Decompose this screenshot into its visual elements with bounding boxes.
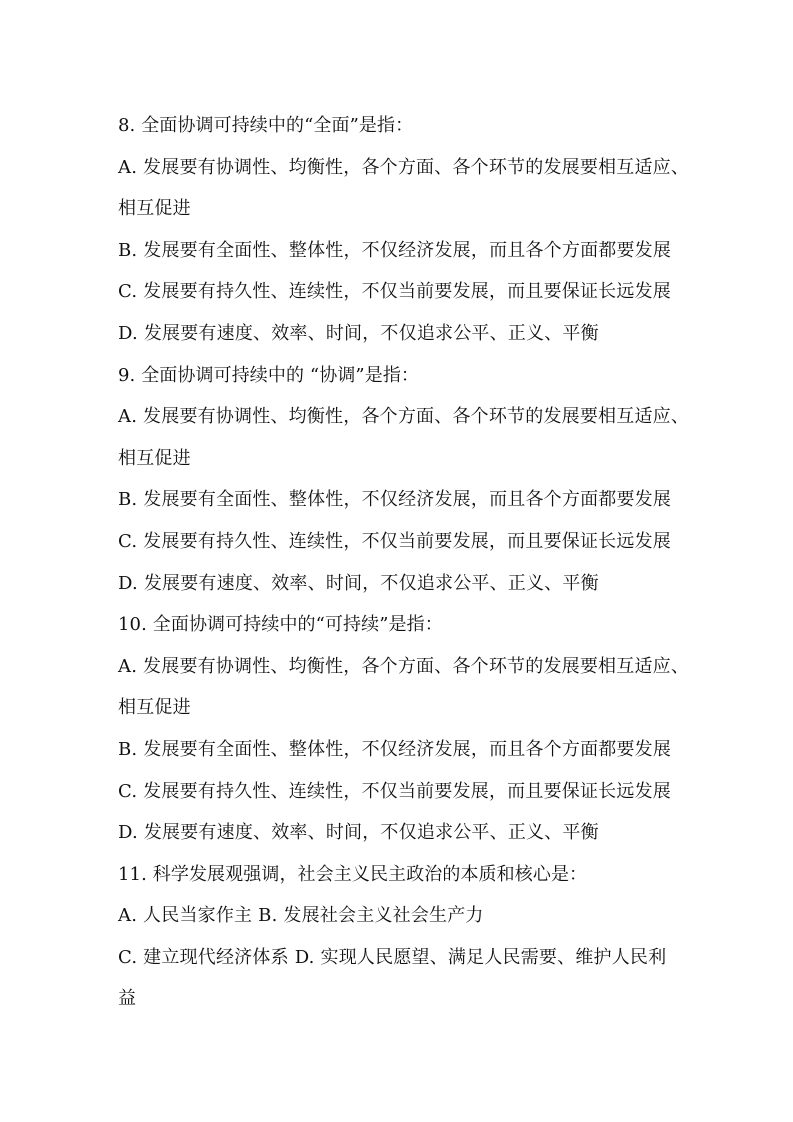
question-11-stem: 11. 科学发展观强调，社会主义民主政治的本质和核心是：	[118, 863, 588, 885]
question-11-option-d-continued: 益	[118, 988, 137, 1010]
question-8-option-d: D. 发展要有速度、效率、时间，不仅追求公平、正义、平衡	[118, 322, 599, 344]
question-9-option-d: D. 发展要有速度、效率、时间，不仅追求公平、正义、平衡	[118, 572, 599, 594]
question-8-option-c: C. 发展要有持久性、连续性，不仅当前要发展，而且要保证长远发展	[118, 281, 671, 303]
question-content	[118, 105, 690, 1020]
question-9-option-a-continued: 相互促进	[118, 447, 191, 469]
question-11-options-c-d: C. 建立现代经济体系 D. 实现人民愿望、满足人民需要、维护人民利	[118, 946, 667, 968]
question-10-option-d: D. 发展要有速度、效率、时间，不仅追求公平、正义、平衡	[118, 822, 599, 844]
question-9-stem: 9. 全面协调可持续中的 “协调”是指：	[118, 364, 420, 386]
question-8-option-a: A. 发展要有协调性、均衡性，各个方面、各个环节的发展要相互适应、	[118, 156, 690, 178]
question-11-options-a-b: A. 人民当家作主 B. 发展社会主义社会生产力	[118, 905, 484, 927]
question-9-option-c: C. 发展要有持久性、连续性，不仅当前要发展，而且要保证长远发展	[118, 530, 671, 552]
question-10-option-b: B. 发展要有全面性、整体性，不仅经济发展，而且各个方面都要发展	[118, 738, 672, 760]
question-10-option-a: A. 发展要有协调性、均衡性，各个方面、各个环节的发展要相互适应、	[118, 655, 690, 677]
question-9-option-b: B. 发展要有全面性、整体性，不仅经济发展，而且各个方面都要发展	[118, 489, 672, 511]
question-9-option-a: A. 发展要有协调性、均衡性，各个方面、各个环节的发展要相互适应、	[118, 406, 690, 428]
question-10-option-c: C. 发展要有持久性、连续性，不仅当前要发展，而且要保证长远发展	[118, 780, 671, 802]
question-10-stem: 10. 全面协调可持续中的“可持续”是指：	[118, 614, 443, 636]
question-8-option-b: B. 发展要有全面性、整体性，不仅经济发展，而且各个方面都要发展	[118, 239, 672, 261]
question-8-stem: 8. 全面协调可持续中的“全面”是指：	[118, 115, 414, 136]
question-10-option-a-continued: 相互促进	[118, 697, 191, 719]
question-8-option-a-continued: 相互促进	[118, 198, 191, 220]
